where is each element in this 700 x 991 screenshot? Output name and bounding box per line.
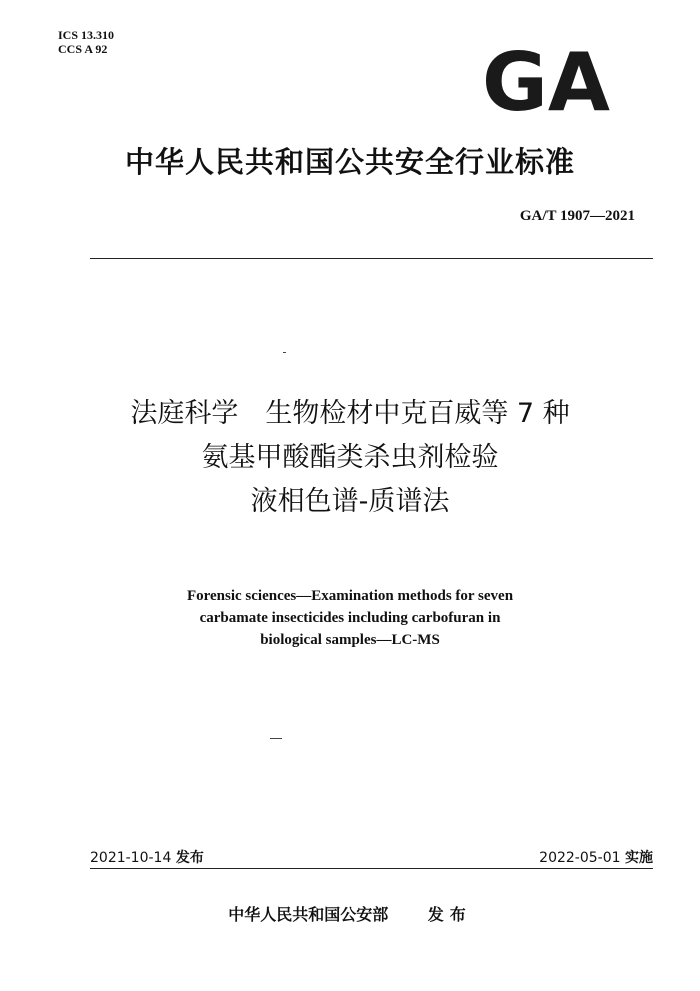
issue-date [90, 847, 204, 867]
implementation-date-label: 实施 [625, 850, 653, 866]
english-title-line-3: biological samples—LC-MS [260, 632, 440, 648]
ga-logo-text: GA [482, 44, 611, 116]
chinese-title-line-1: 法庭科学 生物检材中克百威等 7 种 [130, 398, 570, 429]
implementation-date [539, 847, 653, 867]
top-divider [90, 258, 653, 259]
classification-codes [58, 28, 114, 56]
org-title: 中华人民共和国公共安全行业标准 [124, 145, 575, 179]
english-title-line-2: carbamate insecticides including carbofuran in [199, 610, 501, 626]
chinese-title-line-3: 液相色谱-质谱法 [250, 486, 450, 517]
implementation-date-value: 2022-05-01 [539, 850, 621, 866]
publisher [0, 902, 700, 925]
issue-date-value: 2021-10-14 [90, 850, 172, 866]
publisher-name: 中华人民共和国公安部 [228, 905, 389, 924]
ga-logo [480, 44, 612, 116]
bottom-divider [90, 868, 653, 869]
scan-mark [283, 352, 286, 353]
english-title [0, 585, 700, 651]
english-title-line-1: Forensic sciences—Examination methods for seven [186, 588, 514, 604]
issue-date-label: 发布 [175, 850, 204, 866]
publisher-action: 发布 [427, 905, 472, 924]
scan-mark-2 [270, 738, 282, 739]
standard-number: GA/T 1907—2021 [519, 208, 635, 224]
chinese-title-line-2: 氨基甲酸酯类杀虫剂检验 [201, 442, 499, 473]
ccs-code: CCS A 92 [58, 42, 108, 56]
ics-code: ICS 13.310 [58, 28, 115, 42]
chinese-title [0, 392, 700, 524]
